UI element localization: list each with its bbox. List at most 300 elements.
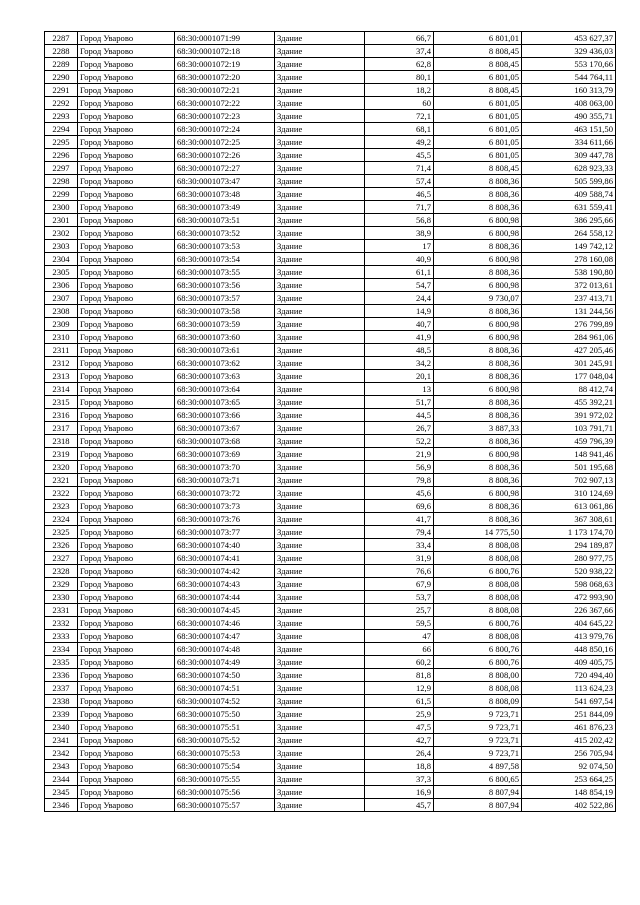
row-number-cell: 2302 (45, 227, 78, 240)
table-row (45, 58, 616, 71)
table-row (45, 422, 616, 435)
row-number-cell: 2304 (45, 253, 78, 266)
rate-cell: 9 723,71 (434, 708, 522, 721)
value-cell: 276 799,89 (522, 318, 616, 331)
area-cell: 71,4 (365, 162, 434, 175)
rate-cell: 6 800,98 (434, 383, 522, 396)
locality-cell: Город Уварово (78, 682, 175, 695)
row-number-cell: 2333 (45, 630, 78, 643)
locality-cell: Город Уварово (78, 474, 175, 487)
cadastral-number-cell: 68:30:0001072:27 (175, 162, 275, 175)
table-row (45, 266, 616, 279)
object-type-cell: Здание (275, 747, 365, 760)
cadastral-number-cell: 68:30:0001072:25 (175, 136, 275, 149)
row-number-cell: 2328 (45, 565, 78, 578)
object-type-cell: Здание (275, 513, 365, 526)
object-type-cell: Здание (275, 591, 365, 604)
cadastral-number-cell: 68:30:0001073:69 (175, 448, 275, 461)
cadastral-number-cell: 68:30:0001074:51 (175, 682, 275, 695)
cadastral-number-cell: 68:30:0001074:52 (175, 695, 275, 708)
area-cell: 52,2 (365, 435, 434, 448)
locality-cell: Город Уварово (78, 253, 175, 266)
rate-cell: 6 800,65 (434, 773, 522, 786)
area-cell: 46,5 (365, 188, 434, 201)
locality-cell: Город Уварово (78, 149, 175, 162)
table-row (45, 214, 616, 227)
locality-cell: Город Уварово (78, 565, 175, 578)
value-cell: 251 844,09 (522, 708, 616, 721)
locality-cell: Город Уварово (78, 292, 175, 305)
locality-cell: Город Уварово (78, 331, 175, 344)
cadastral-number-cell: 68:30:0001072:19 (175, 58, 275, 71)
row-number-cell: 2310 (45, 331, 78, 344)
value-cell: 148 854,19 (522, 786, 616, 799)
row-number-cell: 2318 (45, 435, 78, 448)
table-row (45, 253, 616, 266)
row-number-cell: 2337 (45, 682, 78, 695)
cadastral-number-cell: 68:30:0001074:40 (175, 539, 275, 552)
table-row (45, 539, 616, 552)
value-cell: 459 796,39 (522, 435, 616, 448)
locality-cell: Город Уварово (78, 136, 175, 149)
value-cell: 427 205,46 (522, 344, 616, 357)
locality-cell: Город Уварово (78, 617, 175, 630)
area-cell: 72,1 (365, 110, 434, 123)
rate-cell: 6 801,05 (434, 71, 522, 84)
area-cell: 17 (365, 240, 434, 253)
rate-cell: 8 807,94 (434, 799, 522, 812)
area-cell: 56,9 (365, 461, 434, 474)
value-cell: 541 697,54 (522, 695, 616, 708)
area-cell: 48,5 (365, 344, 434, 357)
row-number-cell: 2313 (45, 370, 78, 383)
rate-cell: 8 808,36 (434, 409, 522, 422)
table-row (45, 734, 616, 747)
locality-cell: Город Уварово (78, 487, 175, 500)
locality-cell: Город Уварово (78, 461, 175, 474)
object-type-cell: Здание (275, 552, 365, 565)
value-cell: 505 599,86 (522, 175, 616, 188)
table-row (45, 292, 616, 305)
locality-cell: Город Уварово (78, 84, 175, 97)
row-number-cell: 2329 (45, 578, 78, 591)
rate-cell: 9 723,71 (434, 747, 522, 760)
area-cell: 76,6 (365, 565, 434, 578)
table-row (45, 630, 616, 643)
rate-cell: 8 808,08 (434, 578, 522, 591)
table-row (45, 409, 616, 422)
table-row (45, 357, 616, 370)
row-number-cell: 2293 (45, 110, 78, 123)
rate-cell: 6 800,98 (434, 279, 522, 292)
area-cell: 13 (365, 383, 434, 396)
area-cell: 49,2 (365, 136, 434, 149)
cadastral-number-cell: 68:30:0001075:57 (175, 799, 275, 812)
cadastral-number-cell: 68:30:0001074:46 (175, 617, 275, 630)
area-cell: 62,8 (365, 58, 434, 71)
value-cell: 149 742,12 (522, 240, 616, 253)
cadastral-number-cell: 68:30:0001072:18 (175, 45, 275, 58)
object-type-cell: Здание (275, 721, 365, 734)
object-type-cell: Здание (275, 188, 365, 201)
value-cell: 301 245,91 (522, 357, 616, 370)
rate-cell: 8 808,36 (434, 435, 522, 448)
locality-cell: Город Уварово (78, 409, 175, 422)
cadastral-number-cell: 68:30:0001073:57 (175, 292, 275, 305)
area-cell: 47,5 (365, 721, 434, 734)
rate-cell: 8 808,36 (434, 266, 522, 279)
table-row (45, 136, 616, 149)
locality-cell: Город Уварово (78, 448, 175, 461)
table-row (45, 279, 616, 292)
value-cell: 702 907,13 (522, 474, 616, 487)
cadastral-number-cell: 68:30:0001074:42 (175, 565, 275, 578)
cadastral-number-cell: 68:30:0001073:49 (175, 201, 275, 214)
cadastral-number-cell: 68:30:0001075:53 (175, 747, 275, 760)
cadastral-number-cell: 68:30:0001075:50 (175, 708, 275, 721)
value-cell: 720 494,40 (522, 669, 616, 682)
row-number-cell: 2289 (45, 58, 78, 71)
object-type-cell: Здание (275, 617, 365, 630)
rate-cell: 8 808,36 (434, 240, 522, 253)
area-cell: 47 (365, 630, 434, 643)
object-type-cell: Здание (275, 110, 365, 123)
object-type-cell: Здание (275, 149, 365, 162)
row-number-cell: 2340 (45, 721, 78, 734)
object-type-cell: Здание (275, 799, 365, 812)
object-type-cell: Здание (275, 773, 365, 786)
area-cell: 81,8 (365, 669, 434, 682)
object-type-cell: Здание (275, 760, 365, 773)
cadastral-number-cell: 68:30:0001073:62 (175, 357, 275, 370)
value-cell: 103 791,71 (522, 422, 616, 435)
table-row (45, 565, 616, 578)
cadastral-number-cell: 68:30:0001073:56 (175, 279, 275, 292)
locality-cell: Город Уварово (78, 786, 175, 799)
row-number-cell: 2330 (45, 591, 78, 604)
cadastral-number-cell: 68:30:0001073:68 (175, 435, 275, 448)
value-cell: 237 413,71 (522, 292, 616, 305)
rate-cell: 8 808,08 (434, 552, 522, 565)
rate-cell: 9 723,71 (434, 721, 522, 734)
row-number-cell: 2294 (45, 123, 78, 136)
object-type-cell: Здание (275, 474, 365, 487)
table-row (45, 331, 616, 344)
table-row (45, 760, 616, 773)
area-cell: 41,9 (365, 331, 434, 344)
row-number-cell: 2338 (45, 695, 78, 708)
rate-cell: 6 800,76 (434, 617, 522, 630)
area-cell: 44,5 (365, 409, 434, 422)
rate-cell: 3 887,33 (434, 422, 522, 435)
locality-cell: Город Уварово (78, 318, 175, 331)
rate-cell: 6 800,76 (434, 656, 522, 669)
cadastral-number-cell: 68:30:0001073:73 (175, 500, 275, 513)
row-number-cell: 2291 (45, 84, 78, 97)
area-cell: 69,6 (365, 500, 434, 513)
row-number-cell: 2312 (45, 357, 78, 370)
table-row (45, 474, 616, 487)
rate-cell: 8 808,36 (434, 188, 522, 201)
rate-cell: 8 808,36 (434, 370, 522, 383)
value-cell: 177 048,04 (522, 370, 616, 383)
area-cell: 56,8 (365, 214, 434, 227)
value-cell: 264 558,12 (522, 227, 616, 240)
table-row (45, 643, 616, 656)
area-cell: 79,4 (365, 526, 434, 539)
value-cell: 544 764,11 (522, 71, 616, 84)
object-type-cell: Здание (275, 539, 365, 552)
value-cell: 455 392,21 (522, 396, 616, 409)
table-row (45, 786, 616, 799)
rate-cell: 9 723,71 (434, 734, 522, 747)
value-cell: 520 938,22 (522, 565, 616, 578)
object-type-cell: Здание (275, 162, 365, 175)
table-row (45, 773, 616, 786)
rate-cell: 8 808,08 (434, 630, 522, 643)
locality-cell: Город Уварово (78, 45, 175, 58)
object-type-cell: Здание (275, 71, 365, 84)
table-row (45, 526, 616, 539)
row-number-cell: 2332 (45, 617, 78, 630)
table-row (45, 32, 616, 45)
value-cell: 294 189,87 (522, 539, 616, 552)
area-cell: 21,9 (365, 448, 434, 461)
object-type-cell: Здание (275, 305, 365, 318)
cadastral-number-cell: 68:30:0001073:51 (175, 214, 275, 227)
value-cell: 372 013,61 (522, 279, 616, 292)
object-type-cell: Здание (275, 331, 365, 344)
value-cell: 415 202,42 (522, 734, 616, 747)
locality-cell: Город Уварово (78, 539, 175, 552)
row-number-cell: 2324 (45, 513, 78, 526)
locality-cell: Город Уварово (78, 240, 175, 253)
table-row (45, 682, 616, 695)
area-cell: 40,9 (365, 253, 434, 266)
row-number-cell: 2311 (45, 344, 78, 357)
cadastral-number-cell: 68:30:0001072:20 (175, 71, 275, 84)
table-row (45, 604, 616, 617)
value-cell: 628 923,33 (522, 162, 616, 175)
row-number-cell: 2301 (45, 214, 78, 227)
area-cell: 14,9 (365, 305, 434, 318)
object-type-cell: Здание (275, 227, 365, 240)
locality-cell: Город Уварово (78, 305, 175, 318)
locality-cell: Город Уварово (78, 435, 175, 448)
row-number-cell: 2325 (45, 526, 78, 539)
rate-cell: 8 807,94 (434, 786, 522, 799)
value-cell: 226 367,66 (522, 604, 616, 617)
rate-cell: 6 800,98 (434, 448, 522, 461)
cadastral-number-cell: 68:30:0001073:58 (175, 305, 275, 318)
locality-cell: Город Уварово (78, 747, 175, 760)
locality-cell: Город Уварово (78, 175, 175, 188)
value-cell: 631 559,41 (522, 201, 616, 214)
rate-cell: 8 808,08 (434, 539, 522, 552)
row-number-cell: 2323 (45, 500, 78, 513)
object-type-cell: Здание (275, 253, 365, 266)
rate-cell: 8 808,45 (434, 162, 522, 175)
row-number-cell: 2346 (45, 799, 78, 812)
row-number-cell: 2305 (45, 266, 78, 279)
rate-cell: 6 800,98 (434, 487, 522, 500)
object-type-cell: Здание (275, 58, 365, 71)
table-row (45, 591, 616, 604)
rate-cell: 6 801,05 (434, 97, 522, 110)
row-number-cell: 2299 (45, 188, 78, 201)
locality-cell: Город Уварово (78, 500, 175, 513)
rate-cell: 8 808,08 (434, 604, 522, 617)
locality-cell: Город Уварово (78, 344, 175, 357)
cadastral-number-cell: 68:30:0001073:47 (175, 175, 275, 188)
row-number-cell: 2320 (45, 461, 78, 474)
cadastral-number-cell: 68:30:0001073:76 (175, 513, 275, 526)
locality-cell: Город Уварово (78, 32, 175, 45)
value-cell: 490 355,71 (522, 110, 616, 123)
cadastral-number-cell: 68:30:0001073:71 (175, 474, 275, 487)
locality-cell: Город Уварово (78, 734, 175, 747)
rate-cell: 8 808,09 (434, 695, 522, 708)
object-type-cell: Здание (275, 578, 365, 591)
row-number-cell: 2335 (45, 656, 78, 669)
area-cell: 37,4 (365, 45, 434, 58)
object-type-cell: Здание (275, 279, 365, 292)
object-type-cell: Здание (275, 487, 365, 500)
rate-cell: 8 808,45 (434, 45, 522, 58)
area-cell: 57,4 (365, 175, 434, 188)
area-cell: 34,2 (365, 357, 434, 370)
locality-cell: Город Уварово (78, 227, 175, 240)
cadastral-number-cell: 68:30:0001073:59 (175, 318, 275, 331)
rate-cell: 14 775,50 (434, 526, 522, 539)
object-type-cell: Здание (275, 448, 365, 461)
table-row (45, 617, 616, 630)
table-row (45, 487, 616, 500)
rate-cell: 8 808,36 (434, 461, 522, 474)
table-row (45, 721, 616, 734)
cadastral-number-cell: 68:30:0001072:26 (175, 149, 275, 162)
table-row (45, 500, 616, 513)
area-cell: 45,5 (365, 149, 434, 162)
area-cell: 25,7 (365, 604, 434, 617)
area-cell: 26,7 (365, 422, 434, 435)
rate-cell: 6 801,05 (434, 149, 522, 162)
object-type-cell: Здание (275, 500, 365, 513)
row-number-cell: 2336 (45, 669, 78, 682)
value-cell: 280 977,75 (522, 552, 616, 565)
table-row (45, 383, 616, 396)
locality-cell: Город Уварово (78, 110, 175, 123)
table-row (45, 448, 616, 461)
object-type-cell: Здание (275, 786, 365, 799)
locality-cell: Город Уварово (78, 357, 175, 370)
object-type-cell: Здание (275, 214, 365, 227)
row-number-cell: 2321 (45, 474, 78, 487)
table-row (45, 578, 616, 591)
rate-cell: 8 808,45 (434, 58, 522, 71)
locality-cell: Город Уварово (78, 279, 175, 292)
row-number-cell: 2287 (45, 32, 78, 45)
locality-cell: Город Уварово (78, 396, 175, 409)
object-type-cell: Здание (275, 435, 365, 448)
rate-cell: 6 800,98 (434, 253, 522, 266)
locality-cell: Город Уварово (78, 578, 175, 591)
area-cell: 33,4 (365, 539, 434, 552)
table-row (45, 149, 616, 162)
row-number-cell: 2334 (45, 643, 78, 656)
cadastral-number-cell: 68:30:0001073:63 (175, 370, 275, 383)
row-number-cell: 2298 (45, 175, 78, 188)
value-cell: 334 611,66 (522, 136, 616, 149)
row-number-cell: 2316 (45, 409, 78, 422)
cadastral-number-cell: 68:30:0001073:61 (175, 344, 275, 357)
row-number-cell: 2296 (45, 149, 78, 162)
row-number-cell: 2317 (45, 422, 78, 435)
cadastral-number-cell: 68:30:0001072:21 (175, 84, 275, 97)
object-type-cell: Здание (275, 656, 365, 669)
table-row (45, 708, 616, 721)
rate-cell: 6 800,98 (434, 331, 522, 344)
area-cell: 45,6 (365, 487, 434, 500)
area-cell: 42,7 (365, 734, 434, 747)
value-cell: 88 412,74 (522, 383, 616, 396)
table-row (45, 201, 616, 214)
cadastral-number-cell: 68:30:0001074:43 (175, 578, 275, 591)
area-cell: 80,1 (365, 71, 434, 84)
locality-cell: Город Уварово (78, 188, 175, 201)
table-row (45, 396, 616, 409)
rate-cell: 8 808,36 (434, 175, 522, 188)
locality-cell: Город Уварово (78, 422, 175, 435)
value-cell: 598 068,63 (522, 578, 616, 591)
area-cell: 26,4 (365, 747, 434, 760)
locality-cell: Город Уварово (78, 526, 175, 539)
cadastral-number-cell: 68:30:0001072:23 (175, 110, 275, 123)
locality-cell: Город Уварово (78, 669, 175, 682)
object-type-cell: Здание (275, 396, 365, 409)
value-cell: 413 979,76 (522, 630, 616, 643)
object-type-cell: Здание (275, 240, 365, 253)
value-cell: 409 405,75 (522, 656, 616, 669)
area-cell: 41,7 (365, 513, 434, 526)
locality-cell: Город Уварово (78, 656, 175, 669)
row-number-cell: 2292 (45, 97, 78, 110)
locality-cell: Город Уварово (78, 708, 175, 721)
table-row (45, 188, 616, 201)
locality-cell: Город Уварово (78, 201, 175, 214)
area-cell: 61,1 (365, 266, 434, 279)
area-cell: 25,9 (365, 708, 434, 721)
area-cell: 16,9 (365, 786, 434, 799)
object-type-cell: Здание (275, 682, 365, 695)
table-row (45, 97, 616, 110)
table-row (45, 656, 616, 669)
locality-cell: Город Уварово (78, 760, 175, 773)
locality-cell: Город Уварово (78, 71, 175, 84)
object-type-cell: Здание (275, 318, 365, 331)
cadastral-number-cell: 68:30:0001075:56 (175, 786, 275, 799)
value-cell: 310 124,69 (522, 487, 616, 500)
table-row (45, 552, 616, 565)
object-type-cell: Здание (275, 383, 365, 396)
rate-cell: 9 730,07 (434, 292, 522, 305)
cadastral-number-cell: 68:30:0001074:49 (175, 656, 275, 669)
table-row (45, 435, 616, 448)
rate-cell: 8 808,36 (434, 344, 522, 357)
value-cell: 92 074,50 (522, 760, 616, 773)
object-type-cell: Здание (275, 84, 365, 97)
object-type-cell: Здание (275, 32, 365, 45)
